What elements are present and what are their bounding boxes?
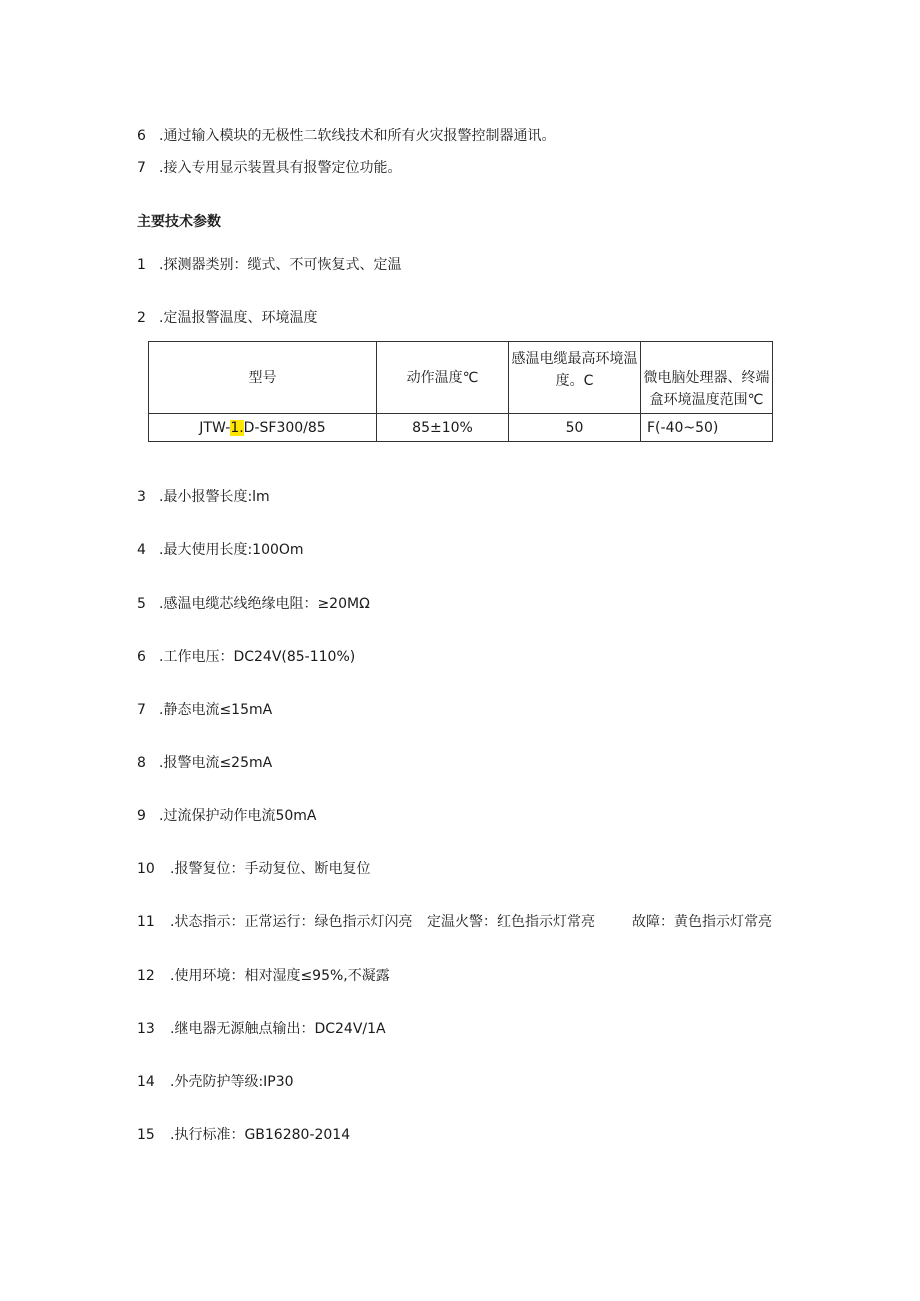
- item-number: 3: [137, 489, 146, 505]
- item-text: .感温电缆芯线绝缘电阻：≥20MΩ: [159, 596, 370, 612]
- item-text-segment: 故障：黄色指示灯常亮: [632, 914, 772, 930]
- header-cell-range: 微电脑处理器、终端盒环境温度范围℃: [641, 342, 773, 414]
- header-cell-model: 型号: [149, 342, 377, 414]
- list-item: [137, 1125, 351, 1145]
- item-number: 11: [137, 914, 155, 930]
- item-number: 15: [137, 1127, 155, 1143]
- item-number: 9: [137, 808, 146, 824]
- item-text: .工作电压：DC24V(85-110%): [159, 649, 356, 665]
- section-title: 主要技术参数: [137, 214, 221, 230]
- item-text: .静态电流≤15mA: [159, 702, 273, 718]
- cell-action-temp: 85±10%: [377, 414, 509, 442]
- list-item: [137, 308, 318, 328]
- cell-model: [149, 414, 377, 442]
- item-text: .定温报警温度、环境温度: [159, 310, 318, 326]
- item-text: .通过输入模块的无极性二软线技术和所有火灾报警控制器通讯。: [159, 128, 556, 144]
- item-number: 4: [137, 542, 146, 558]
- item-text: .探测器类别：缆式、不可恢复式、定温: [159, 257, 402, 273]
- cell-range: F(-40~50): [641, 414, 773, 442]
- model-prefix: JTW-: [199, 419, 231, 436]
- header-cell-cable-temp: 感温电缆最高环境温度。C: [509, 342, 641, 414]
- list-item: [137, 753, 273, 773]
- header-cell-action-temp: 动作温度℃: [377, 342, 509, 414]
- item-number: 6: [137, 128, 146, 144]
- item-text-segment: 定温火警：红色指示灯常亮: [427, 914, 595, 930]
- list-item: [137, 806, 317, 826]
- list-item: [137, 647, 356, 667]
- item-text: .使用环境：相对湿度≤95%,不凝露: [170, 968, 390, 984]
- list-item: [137, 912, 777, 932]
- list-item: [137, 1019, 386, 1039]
- item-text: .报警电流≤25mA: [159, 755, 273, 771]
- item-number: 7: [137, 702, 146, 718]
- item-number: 8: [137, 755, 146, 771]
- table-header-row: [149, 342, 773, 414]
- item-number: 12: [137, 968, 155, 984]
- item-text: .接入专用显示装置具有报警定位功能。: [159, 160, 402, 176]
- model-suffix: D-SF300/85: [243, 419, 326, 436]
- item-text: .最大使用长度:100Om: [159, 542, 304, 558]
- item-number: 10: [137, 861, 155, 877]
- item-number: 7: [137, 160, 146, 176]
- item-number: 1: [137, 257, 146, 273]
- list-item: [137, 966, 390, 986]
- item-text: .最小报警长度:lm: [159, 489, 270, 505]
- list-item: [137, 158, 402, 178]
- list-item: [137, 1072, 294, 1092]
- item-number: 6: [137, 649, 146, 665]
- item-text: .执行标准：GB16280-2014: [170, 1127, 351, 1143]
- item-text: .外壳防护等级:IP30: [170, 1074, 294, 1090]
- list-item: [137, 540, 304, 560]
- list-item: [137, 126, 556, 146]
- list-item: [137, 255, 402, 275]
- spec-table: [148, 341, 773, 442]
- list-item: [137, 487, 270, 507]
- item-number: 13: [137, 1021, 155, 1037]
- item-text: .过流保护动作电流50mA: [159, 808, 317, 824]
- list-item: [137, 859, 371, 879]
- model-highlight: 1.: [230, 419, 244, 436]
- list-item: [137, 700, 273, 720]
- item-text: .状态指示：正常运行：绿色指示灯闪亮: [170, 914, 413, 930]
- list-item: [137, 594, 370, 614]
- item-text: .报警复位：手动复位、断电复位: [170, 861, 371, 877]
- item-number: 2: [137, 310, 146, 326]
- item-text: .继电器无源触点输出：DC24V/1A: [170, 1021, 386, 1037]
- item-number: 5: [137, 596, 146, 612]
- table-row: [149, 414, 773, 442]
- cell-cable-temp: 50: [509, 414, 641, 442]
- item-number: 14: [137, 1074, 155, 1090]
